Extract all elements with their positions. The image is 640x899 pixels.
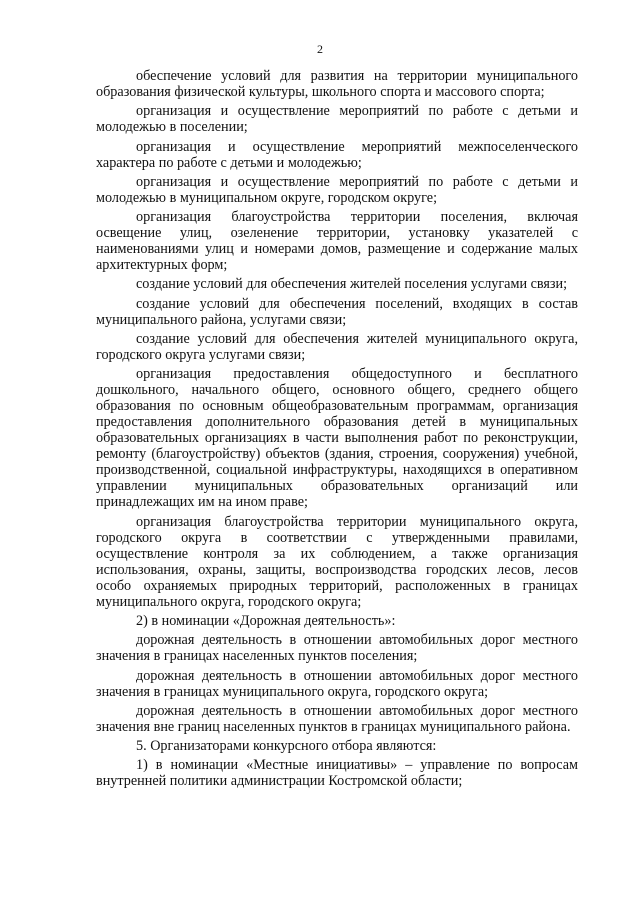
paragraph: 5. Организаторами конкурсного отбора являются: [136,738,437,755]
paragraph: 1) в номинации «Местные инициативы» – управление по вопросам внутренней политики администрации Костромской области; [96,757,578,790]
paragraph: дорожная деятельность в отношении автомобильных дорог местного значения в границах муниципального округа, городского округа; [96,667,578,700]
paragraph: организация и осуществление мероприятий по работе с детьми и молодежью в поселении; [96,103,578,136]
paragraph: организация благоустройства территории муниципального округа, городского округа в соответствии с утвержденными правилами, осуществление контроля за их соблюдением, а также организация использования, охраны, защиты, воспроизводства городских лесов, лесов особо охраняемых природных территорий, расположенных в границах муниципального округа, городского округа; [96,513,578,610]
paragraph: создание условий для обеспечения поселений, входящих в состав муниципального района, услугами связи; [96,295,578,328]
paragraph: организация предоставления общедоступного и бесплатного дошкольного, начального общего, основного общего, среднего общего образования по основным общеобразовательным программам, организация предоставления дополнительного образования детей в муниципальных образовательных организациях в части выполнения работ по реконструкции, ремонту (благоустройству) объектов (здания, строения, сооружения) учебной, производственной, социальной инфраструктуры, находящихся в оперативном управлении муниципальных образовательных организаций или принадлежащих им на ином праве; [96,366,578,511]
paragraph: обеспечение условий для развития на территории муниципального образования физической культуры, школьного спорта и массового спорта; [96,68,578,100]
document-body [96,68,578,793]
paragraph: организация и осуществление мероприятий по работе с детьми и молодежью в муниципальном округе, городском округе; [96,173,578,206]
paragraph: организация и осуществление мероприятий межпоселенческого характера по работе с детьми и молодежью; [96,138,578,171]
paragraph: 2) в номинации «Дорожная деятельность»: [136,612,396,629]
paragraph: организация благоустройства территории поселения, включая освещение улиц, озеленение территории, установку указателей с наименованиями улиц и номерами домов, размещение и содержание малых архитектурных форм; [96,209,578,274]
paragraph: дорожная деятельность в отношении автомобильных дорог местного значения вне границ населенных пунктов в границах муниципального района. [96,702,578,735]
paragraph: дорожная деятельность в отношении автомобильных дорог местного значения в границах населенных пунктов поселения; [96,632,578,665]
paragraph: создание условий для обеспечения жителей муниципального округа, городского округа услугами связи; [96,331,578,364]
paragraph: создание условий для обеспечения жителей поселения услугами связи; [136,276,568,293]
page-number: 2 [317,42,323,56]
